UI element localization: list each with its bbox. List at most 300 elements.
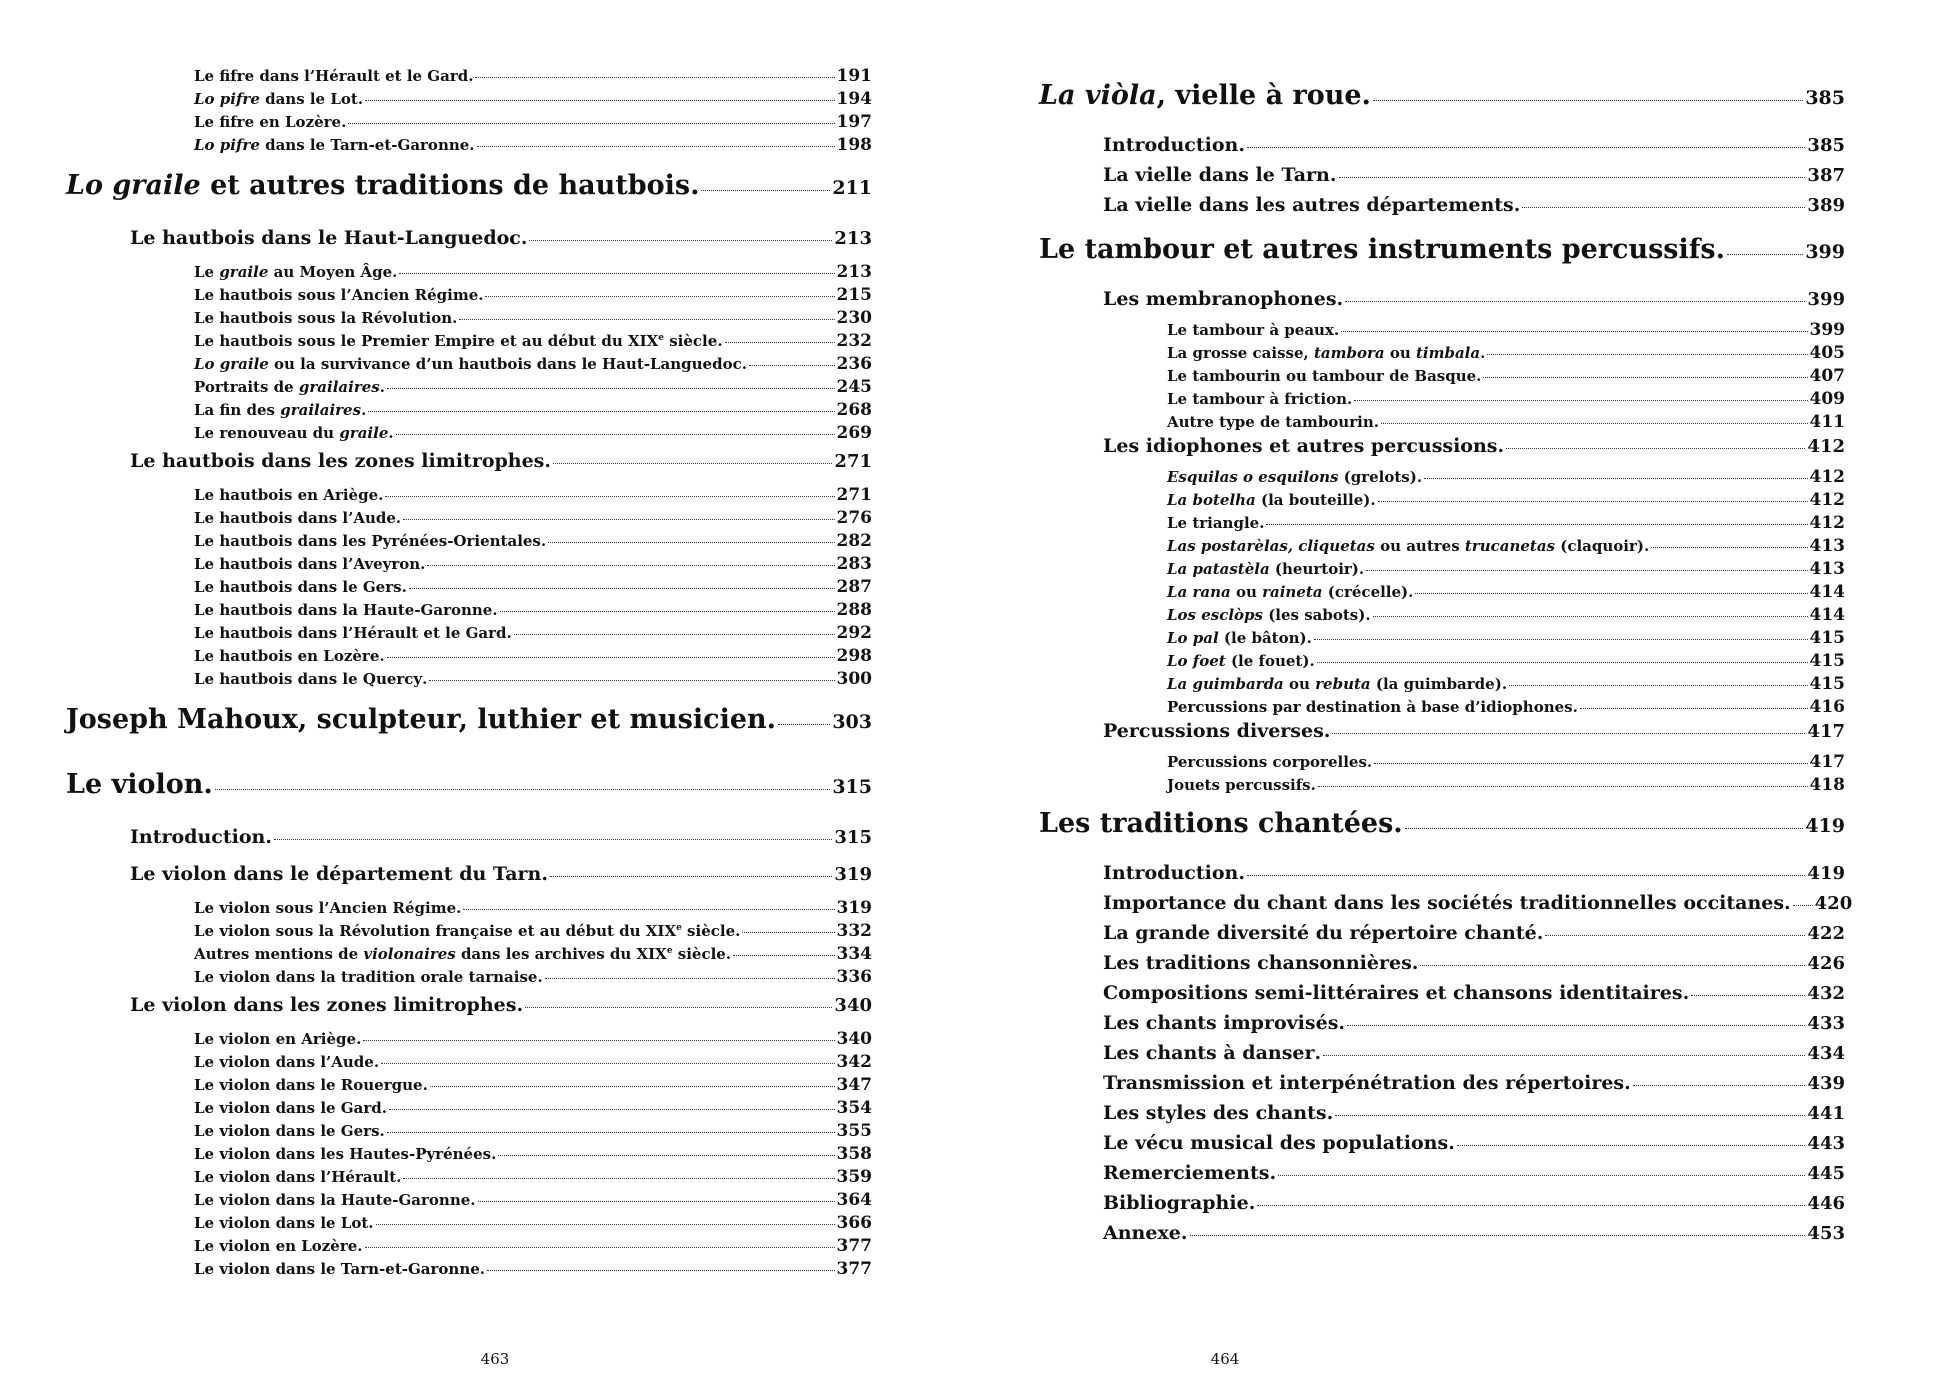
toc-entry-title: Lo pifre dans le Lot xyxy=(194,90,358,108)
toc-entry-title: Le hautbois sous le Premier Empire et au début du XIXe siècle xyxy=(194,332,718,350)
toc-entry-page: 191 xyxy=(836,66,872,86)
toc-subsection-entry: Le hautbois en Ariège . 271 xyxy=(194,485,872,505)
dot-leader xyxy=(348,123,834,124)
toc-entry-title: Le hautbois dans les zones limitrophes xyxy=(130,450,545,472)
toc-subsection-entry: Lo pifre dans le Tarn-et-Garonne . 198 xyxy=(194,135,872,155)
toc-entry-page: 412 xyxy=(1809,513,1845,533)
dot-leader xyxy=(399,273,834,274)
toc-entry-title: Les traditions chantées xyxy=(1039,808,1394,839)
toc-entry-page: 409 xyxy=(1809,389,1845,409)
table-of-contents xyxy=(66,66,872,1282)
dot-leader xyxy=(525,1007,832,1008)
toc-entry-title: La rana ou raineta (crécelle) xyxy=(1167,583,1409,601)
toc-entry-page: 232 xyxy=(836,331,872,351)
dot-leader xyxy=(368,411,834,412)
toc-entry-title: Le violon dans le Rouergue xyxy=(194,1076,423,1094)
dot-leader xyxy=(403,1178,834,1179)
toc-entry-title: Le hautbois dans le Gers xyxy=(194,578,402,596)
toc-entry-title: Le fifre dans l’Hérault et le Gard xyxy=(194,67,469,85)
toc-entry-title: Le violon dans l’Aude xyxy=(194,1053,374,1071)
toc-entry-title: Los esclòps (les sabots) xyxy=(1167,606,1366,624)
toc-subsection-entry: Jouets percussifs . 418 xyxy=(1167,775,1845,795)
toc-entry-page: 432 xyxy=(1807,983,1845,1004)
toc-subsection-entry: Le violon sous la Révolution française et au début du XIXe siècle . 332 xyxy=(194,921,872,941)
dot-leader xyxy=(387,388,835,389)
toc-entry-page: 426 xyxy=(1807,953,1845,974)
dot-leader xyxy=(1651,547,1807,548)
toc-chapter-entry: Le tambour et autres instruments percussifs . 399 xyxy=(1039,234,1845,265)
dot-leader xyxy=(1633,1085,1806,1086)
toc-entry-page: 422 xyxy=(1807,923,1845,944)
dot-leader xyxy=(485,296,834,297)
toc-section-entry: Transmission et interpénétration des répertoires . 439 xyxy=(1103,1072,1845,1094)
toc-entry-title: Le hautbois dans le Haut-Languedoc xyxy=(130,227,521,249)
toc-chapter-entry: Les traditions chantées . 419 xyxy=(1039,808,1845,839)
toc-entry-title: Le hautbois dans les Pyrénées-Orientales xyxy=(194,532,541,550)
dot-leader xyxy=(1691,995,1805,996)
toc-subsection-entry: Le tambourin ou tambour de Basque . 407 xyxy=(1167,366,1845,386)
toc-entry-title: Le violon dans les zones limitrophes xyxy=(130,994,517,1016)
toc-subsection-entry: Le hautbois sous la Révolution . 230 xyxy=(194,308,872,328)
toc-entry-title: Compositions semi-littéraires et chansons identitaires xyxy=(1103,982,1683,1004)
toc-section-entry: Introduction . 419 xyxy=(1103,862,1845,884)
toc-entry-page: 236 xyxy=(836,354,872,374)
toc-subsection-entry: Percussions par destination à base d’idiophones . 416 xyxy=(1167,697,1845,717)
toc-entry-title: Bibliographie xyxy=(1103,1192,1249,1214)
toc-subsection-entry: Lo pal (le bâton) . 415 xyxy=(1167,628,1845,648)
dot-leader xyxy=(733,955,834,956)
toc-entry-page: 340 xyxy=(834,995,872,1016)
toc-entry-page: 334 xyxy=(836,944,872,964)
toc-entry-title: Lo foet (le fouet) xyxy=(1167,652,1310,670)
dot-leader xyxy=(1318,786,1808,787)
toc-entry-page: 377 xyxy=(836,1259,872,1279)
dot-leader xyxy=(1266,524,1807,525)
toc-section-entry: Les chants improvisés . 433 xyxy=(1103,1012,1845,1034)
toc-entry-title: Le hautbois en Ariège xyxy=(194,486,379,504)
dot-leader xyxy=(1332,733,1805,734)
toc-entry-page: 445 xyxy=(1807,1163,1845,1184)
dot-leader xyxy=(1278,1175,1805,1176)
dot-leader xyxy=(387,657,835,658)
dot-leader xyxy=(409,588,835,589)
toc-entry-title: Le violon en Lozère xyxy=(194,1237,358,1255)
toc-subsection-entry: Le hautbois sous le Premier Empire et au début du XIXe siècle . 232 xyxy=(194,331,872,351)
dot-leader xyxy=(1345,301,1805,302)
dot-leader xyxy=(1381,423,1808,424)
toc-section-entry: Les idiophones et autres percussions . 412 xyxy=(1103,435,1845,457)
dot-leader xyxy=(403,519,834,520)
toc-entry-page: 342 xyxy=(836,1052,872,1072)
toc-entry-page: 319 xyxy=(834,864,872,885)
toc-entry-title: Les idiophones et autres percussions xyxy=(1103,435,1498,457)
toc-subsection-entry: Le violon en Ariège . 340 xyxy=(194,1029,872,1049)
toc-entry-page: 358 xyxy=(836,1144,872,1164)
toc-entry-page: 417 xyxy=(1809,752,1845,772)
dot-leader xyxy=(430,1086,835,1087)
toc-subsection-entry: Le violon dans le Gard . 354 xyxy=(194,1098,872,1118)
dot-leader xyxy=(387,1132,835,1133)
dot-leader xyxy=(427,565,834,566)
toc-entry-title: Transmission et interpénétration des répertoires xyxy=(1103,1072,1625,1094)
toc-entry-title: Le tambourin ou tambour de Basque xyxy=(1167,367,1477,385)
toc-entry-page: 332 xyxy=(836,921,872,941)
dot-leader xyxy=(550,876,832,877)
toc-entry-title: Le hautbois dans le Quercy xyxy=(194,670,423,688)
toc-subsection-entry: Le violon dans le Rouergue . 347 xyxy=(194,1075,872,1095)
right-page xyxy=(973,0,1946,1397)
toc-entry-page: 407 xyxy=(1809,366,1845,386)
toc-entry-page: 213 xyxy=(834,228,872,249)
toc-subsection-entry: Le renouveau du graile . 269 xyxy=(194,423,872,443)
dot-leader xyxy=(1793,905,1813,906)
toc-subsection-entry: Le hautbois dans l’Aude . 276 xyxy=(194,508,872,528)
toc-entry-page: 271 xyxy=(836,485,872,505)
toc-entry-page: 269 xyxy=(836,423,872,443)
toc-entry-title: Percussions diverses xyxy=(1103,720,1324,742)
toc-entry-page: 399 xyxy=(1807,289,1845,310)
toc-entry-page: 434 xyxy=(1807,1043,1845,1064)
dot-leader xyxy=(1354,400,1807,401)
toc-subsection-entry: Le violon dans la Haute-Garonne . 364 xyxy=(194,1190,872,1210)
toc-entry-title: Autre type de tambourin xyxy=(1167,413,1374,431)
toc-section-entry: Introduction . 315 xyxy=(130,826,872,848)
toc-entry-title: Le violon sous la Révolution française et au début du XIXe siècle xyxy=(194,922,736,940)
dot-leader xyxy=(1506,448,1805,449)
toc-section-entry: Les traditions chansonnières . 426 xyxy=(1103,952,1845,974)
dot-leader xyxy=(701,190,830,191)
toc-entry-page: 399 xyxy=(1805,241,1845,263)
toc-entry-page: 415 xyxy=(1809,651,1845,671)
toc-entry-title: Portraits de grailaires xyxy=(194,378,380,396)
toc-entry-title: Joseph Mahoux, sculpteur, luthier et musicien xyxy=(66,704,767,735)
dot-leader xyxy=(477,146,835,147)
toc-subsection-entry: Le violon en Lozère . 377 xyxy=(194,1236,872,1256)
toc-subsection-entry: Portraits de grailaires . 245 xyxy=(194,377,872,397)
toc-subsection-entry: Las postarèlas, cliquetas ou autres trucanetas (claquoir) . 413 xyxy=(1167,536,1845,556)
dot-leader xyxy=(463,909,834,910)
dot-leader xyxy=(529,240,832,241)
dot-leader xyxy=(1373,616,1808,617)
toc-entry-title: Les styles des chants xyxy=(1103,1102,1327,1124)
toc-entry-page: 412 xyxy=(1807,436,1845,457)
toc-entry-title: Lo graile ou la survivance d’un hautbois dans le Haut-Languedoc xyxy=(194,355,742,373)
toc-subsection-entry: La rana ou raineta (crécelle) . 414 xyxy=(1167,582,1845,602)
toc-section-entry: Introduction . 385 xyxy=(1103,134,1845,156)
toc-entry-title: Le violon dans la tradition orale tarnaise xyxy=(194,968,538,986)
toc-entry-title: La grande diversité du répertoire chanté xyxy=(1103,922,1537,944)
toc-entry-page: 213 xyxy=(836,262,872,282)
toc-subsection-entry: Le tambour à peaux . 399 xyxy=(1167,320,1845,340)
toc-entry-page: 276 xyxy=(836,508,872,528)
toc-entry-title: Le violon dans le département du Tarn xyxy=(130,863,542,885)
toc-entry-page: 230 xyxy=(836,308,872,328)
toc-chapter-entry: Le violon . 315 xyxy=(66,769,872,800)
toc-subsection-entry: Le tambour à friction . 409 xyxy=(1167,389,1845,409)
toc-section-entry: Importance du chant dans les sociétés traditionnelles occitanes . 420 xyxy=(1103,892,1853,914)
page-number: 464 xyxy=(1210,1350,1240,1368)
toc-entry-page: 405 xyxy=(1809,343,1845,363)
toc-entry-title: Percussions par destination à base d’idiophones xyxy=(1167,698,1573,716)
toc-subsection-entry: Le hautbois dans l’Aveyron . 283 xyxy=(194,554,872,574)
toc-subsection-entry: Le violon dans le Gers . 355 xyxy=(194,1121,872,1141)
toc-entry-title: Le hautbois sous la Révolution xyxy=(194,309,453,327)
dot-leader xyxy=(396,434,835,435)
toc-subsection-entry: Le hautbois dans le Quercy . 300 xyxy=(194,669,872,689)
toc-entry-page: 300 xyxy=(836,669,872,689)
toc-subsection-entry: Le violon dans l’Aude . 342 xyxy=(194,1052,872,1072)
toc-entry-title: Le tambour à peaux xyxy=(1167,321,1334,339)
toc-entry-title: Le hautbois dans l’Hérault et le Gard xyxy=(194,624,507,642)
toc-entry-page: 245 xyxy=(836,377,872,397)
toc-section-entry: Compositions semi-littéraires et chansons identitaires . 432 xyxy=(1103,982,1845,1004)
dot-leader xyxy=(1424,478,1807,479)
toc-entry-page: 420 xyxy=(1814,893,1853,914)
dot-leader xyxy=(1545,935,1805,936)
toc-subsection-entry: Le hautbois dans le Gers . 287 xyxy=(194,577,872,597)
toc-entry-title: Le violon dans le Tarn-et-Garonne xyxy=(194,1260,480,1278)
toc-entry-title: Le hautbois en Lozère xyxy=(194,647,380,665)
dot-leader xyxy=(725,342,835,343)
toc-section-entry: Le violon dans le département du Tarn . 319 xyxy=(130,863,872,885)
toc-entry-title: Le violon dans la Haute-Garonne xyxy=(194,1191,471,1209)
toc-section-entry: Les chants à danser . 434 xyxy=(1103,1042,1845,1064)
toc-entry-page: 441 xyxy=(1807,1103,1845,1124)
toc-entry-title: Le violon dans l’Hérault xyxy=(194,1168,397,1186)
toc-entry-page: 419 xyxy=(1805,815,1845,837)
toc-entry-page: 415 xyxy=(1809,674,1845,694)
dot-leader xyxy=(1378,501,1808,502)
toc-entry-title: Lo pal (le bâton) xyxy=(1167,629,1307,647)
dot-leader xyxy=(475,77,834,78)
toc-entry-title: Importance du chant dans les sociétés traditionnelles occitanes xyxy=(1103,892,1785,914)
page-number: 463 xyxy=(480,1350,510,1368)
dot-leader xyxy=(1374,763,1807,764)
toc-entry-title: Le tambour et autres instruments percussifs xyxy=(1039,234,1716,265)
toc-entry-page: 287 xyxy=(836,577,872,597)
toc-entry-page: 417 xyxy=(1807,721,1845,742)
dot-leader xyxy=(1373,100,1803,101)
toc-section-entry: Annexe . 453 xyxy=(1103,1222,1845,1244)
toc-entry-page: 385 xyxy=(1807,135,1845,156)
dot-leader xyxy=(1190,1235,1806,1236)
toc-entry-page: 411 xyxy=(1809,412,1845,432)
toc-section-entry: Remerciements . 445 xyxy=(1103,1162,1845,1184)
toc-chapter-entry: Lo graile et autres traditions de hautbois . 211 xyxy=(66,170,872,201)
toc-subsection-entry: Le violon dans le Tarn-et-Garonne . 377 xyxy=(194,1259,872,1279)
toc-entry-title: Le triangle xyxy=(1167,514,1260,532)
toc-entry-title: Lo graile et autres traditions de hautbois xyxy=(66,170,691,201)
toc-subsection-entry: Percussions corporelles . 417 xyxy=(1167,752,1845,772)
toc-entry-page: 359 xyxy=(836,1167,872,1187)
toc-entry-page: 433 xyxy=(1807,1013,1845,1034)
toc-entry-title: Le graile au Moyen Âge xyxy=(194,263,393,281)
toc-subsection-entry: Le violon dans le Lot . 366 xyxy=(194,1213,872,1233)
toc-subsection-entry: Le hautbois en Lozère . 298 xyxy=(194,646,872,666)
toc-entry-title: La viòla, vielle à roue xyxy=(1039,80,1362,111)
dot-leader xyxy=(1457,1145,1806,1146)
toc-entry-title: Le violon en Ariège xyxy=(194,1030,357,1048)
toc-subsection-entry: La fin des grailaires . 268 xyxy=(194,400,872,420)
toc-entry-page: 298 xyxy=(836,646,872,666)
toc-entry-title: Le renouveau du graile xyxy=(194,424,389,442)
dot-leader xyxy=(498,1155,834,1156)
dot-leader xyxy=(1347,1025,1805,1026)
toc-entry-page: 446 xyxy=(1807,1193,1845,1214)
dot-leader xyxy=(1366,570,1807,571)
toc-entry-title: La grosse caisse, tambora ou timbala xyxy=(1167,344,1481,362)
toc-entry-page: 399 xyxy=(1809,320,1845,340)
toc-entry-page: 364 xyxy=(836,1190,872,1210)
dot-leader xyxy=(778,724,830,725)
toc-entry-page: 319 xyxy=(836,898,872,918)
dot-leader xyxy=(1727,254,1803,255)
toc-entry-title: Les traditions chansonnières xyxy=(1103,952,1412,974)
toc-entry-page: 415 xyxy=(1809,628,1845,648)
toc-entry-title: Lo pifre dans le Tarn-et-Garonne xyxy=(194,136,470,154)
dot-leader xyxy=(365,100,834,101)
toc-subsection-entry: La grosse caisse, tambora ou timbala . 405 xyxy=(1167,343,1845,363)
dot-leader xyxy=(1257,1205,1805,1206)
dot-leader xyxy=(365,1247,835,1248)
toc-entry-title: Le violon dans le Lot xyxy=(194,1214,369,1232)
dot-leader xyxy=(548,542,834,543)
toc-subsection-entry: Esquilas o esquilons (grelots) . 412 xyxy=(1167,467,1845,487)
toc-subsection-entry: Le hautbois dans la Haute-Garonne . 288 xyxy=(194,600,872,620)
toc-subsection-entry: Le graile au Moyen Âge . 213 xyxy=(194,262,872,282)
toc-subsection-entry: Le violon sous l’Ancien Régime . 319 xyxy=(194,898,872,918)
toc-entry-page: 336 xyxy=(836,967,872,987)
toc-entry-title: Introduction xyxy=(1103,134,1239,156)
toc-entry-page: 215 xyxy=(836,285,872,305)
toc-section-entry: La vielle dans le Tarn . 387 xyxy=(1103,164,1845,186)
toc-entry-title: La vielle dans les autres départements xyxy=(1103,194,1514,216)
toc-entry-title: Le violon xyxy=(66,769,204,800)
toc-chapter-entry: Joseph Mahoux, sculpteur, luthier et musicien . 303 xyxy=(66,704,872,735)
toc-entry-page: 271 xyxy=(834,451,872,472)
toc-entry-page: 412 xyxy=(1809,490,1845,510)
toc-entry-title: Remerciements xyxy=(1103,1162,1270,1184)
toc-entry-page: 412 xyxy=(1809,467,1845,487)
dot-leader xyxy=(1335,1115,1805,1116)
dot-leader xyxy=(1247,147,1805,148)
toc-subsection-entry: Le violon dans la tradition orale tarnaise . 336 xyxy=(194,967,872,987)
toc-entry-page: 439 xyxy=(1807,1073,1845,1094)
toc-entry-title: Les membranophones xyxy=(1103,288,1337,310)
toc-entry-title: Le hautbois dans l’Aveyron xyxy=(194,555,421,573)
toc-entry-title: La patastèla (heurtoir) xyxy=(1167,560,1359,578)
toc-subsection-entry: Le violon dans les Hautes-Pyrénées . 358 xyxy=(194,1144,872,1164)
toc-entry-title: Le hautbois sous l’Ancien Régime xyxy=(194,286,479,304)
toc-entry-title: Le hautbois dans l’Aude xyxy=(194,509,396,527)
dot-leader xyxy=(1415,593,1807,594)
toc-entry-page: 418 xyxy=(1809,775,1845,795)
toc-entry-page: 443 xyxy=(1807,1133,1845,1154)
toc-entry-title: La guimbarda ou rebuta (la guimbarde) xyxy=(1167,675,1502,693)
toc-entry-title: Le hautbois dans la Haute-Garonne xyxy=(194,601,493,619)
toc-entry-title: Le violon dans les Hautes-Pyrénées xyxy=(194,1145,492,1163)
dot-leader xyxy=(1317,662,1808,663)
dot-leader xyxy=(385,496,834,497)
toc-entry-title: Le violon dans le Gard xyxy=(194,1099,382,1117)
toc-entry-page: 268 xyxy=(836,400,872,420)
toc-entry-page: 414 xyxy=(1809,582,1845,602)
toc-entry-title: Le fifre en Lozère xyxy=(194,113,342,131)
toc-entry-page: 211 xyxy=(832,177,872,199)
toc-section-entry: Les membranophones . 399 xyxy=(1103,288,1845,310)
toc-entry-title: Le violon sous l’Ancien Régime xyxy=(194,899,457,917)
dot-leader xyxy=(1487,354,1807,355)
toc-section-entry: Le hautbois dans les zones limitrophes . 271 xyxy=(130,450,872,472)
toc-entry-page: 413 xyxy=(1809,536,1845,556)
dot-leader xyxy=(1509,685,1807,686)
toc-chapter-entry: La viòla, vielle à roue . 385 xyxy=(1039,80,1845,111)
dot-leader xyxy=(274,839,832,840)
dot-leader xyxy=(1483,377,1807,378)
dot-leader xyxy=(478,1201,835,1202)
toc-subsection-entry: La patastèla (heurtoir) . 413 xyxy=(1167,559,1845,579)
toc-entry-page: 385 xyxy=(1805,87,1845,109)
toc-subsection-entry: Le hautbois dans les Pyrénées-Orientales . 282 xyxy=(194,531,872,551)
toc-subsection-entry: Los esclòps (les sabots) . 414 xyxy=(1167,605,1845,625)
dot-leader xyxy=(381,1063,834,1064)
toc-entry-page: 354 xyxy=(836,1098,872,1118)
toc-subsection-entry: Autre type de tambourin . 411 xyxy=(1167,412,1845,432)
dot-leader xyxy=(487,1270,834,1271)
toc-entry-title: La botelha (la bouteille) xyxy=(1167,491,1371,509)
toc-section-entry: Les styles des chants . 441 xyxy=(1103,1102,1845,1124)
dot-leader xyxy=(553,463,832,464)
dot-leader xyxy=(1405,828,1804,829)
dot-leader xyxy=(749,365,835,366)
dot-leader xyxy=(1522,207,1805,208)
toc-entry-page: 453 xyxy=(1807,1223,1845,1244)
table-of-contents xyxy=(1039,70,1853,1252)
toc-subsection-entry: Lo foet (le fouet) . 415 xyxy=(1167,651,1845,671)
toc-entry-page: 377 xyxy=(836,1236,872,1256)
toc-entry-title: Annexe xyxy=(1103,1222,1181,1244)
toc-entry-page: 387 xyxy=(1807,165,1845,186)
toc-subsection-entry: Le hautbois dans l’Hérault et le Gard . 292 xyxy=(194,623,872,643)
toc-subsection-entry: Le fifre dans l’Hérault et le Gard . 191 xyxy=(194,66,872,86)
toc-entry-page: 389 xyxy=(1807,195,1845,216)
toc-section-entry: La grande diversité du répertoire chanté . 422 xyxy=(1103,922,1845,944)
toc-section-entry: Percussions diverses . 417 xyxy=(1103,720,1845,742)
toc-subsection-entry: La guimbarda ou rebuta (la guimbarde) . 415 xyxy=(1167,674,1845,694)
toc-entry-page: 197 xyxy=(836,112,872,132)
toc-entry-page: 283 xyxy=(836,554,872,574)
toc-entry-page: 416 xyxy=(1809,697,1845,717)
dot-leader xyxy=(1314,639,1808,640)
toc-subsection-entry: Autres mentions de violonaires dans les archives du XIXe siècle . 334 xyxy=(194,944,872,964)
toc-entry-page: 292 xyxy=(836,623,872,643)
dot-leader xyxy=(389,1109,835,1110)
toc-subsection-entry: Le hautbois sous l’Ancien Régime . 215 xyxy=(194,285,872,305)
toc-entry-page: 347 xyxy=(836,1075,872,1095)
toc-subsection-entry: Le fifre en Lozère . 197 xyxy=(194,112,872,132)
dot-leader xyxy=(1420,965,1805,966)
toc-entry-page: 303 xyxy=(832,711,872,733)
toc-subsection-entry: Le triangle . 412 xyxy=(1167,513,1845,533)
toc-section-entry: Bibliographie . 446 xyxy=(1103,1192,1845,1214)
toc-entry-page: 194 xyxy=(836,89,872,109)
toc-entry-title: Jouets percussifs xyxy=(1167,776,1311,794)
toc-entry-page: 315 xyxy=(832,776,872,798)
toc-entry-title: Les chants à danser xyxy=(1103,1042,1315,1064)
toc-subsection-entry: Lo graile ou la survivance d’un hautbois dans le Haut-Languedoc . 236 xyxy=(194,354,872,374)
toc-subsection-entry: Lo pifre dans le Lot . 194 xyxy=(194,89,872,109)
toc-entry-title: Percussions corporelles xyxy=(1167,753,1367,771)
